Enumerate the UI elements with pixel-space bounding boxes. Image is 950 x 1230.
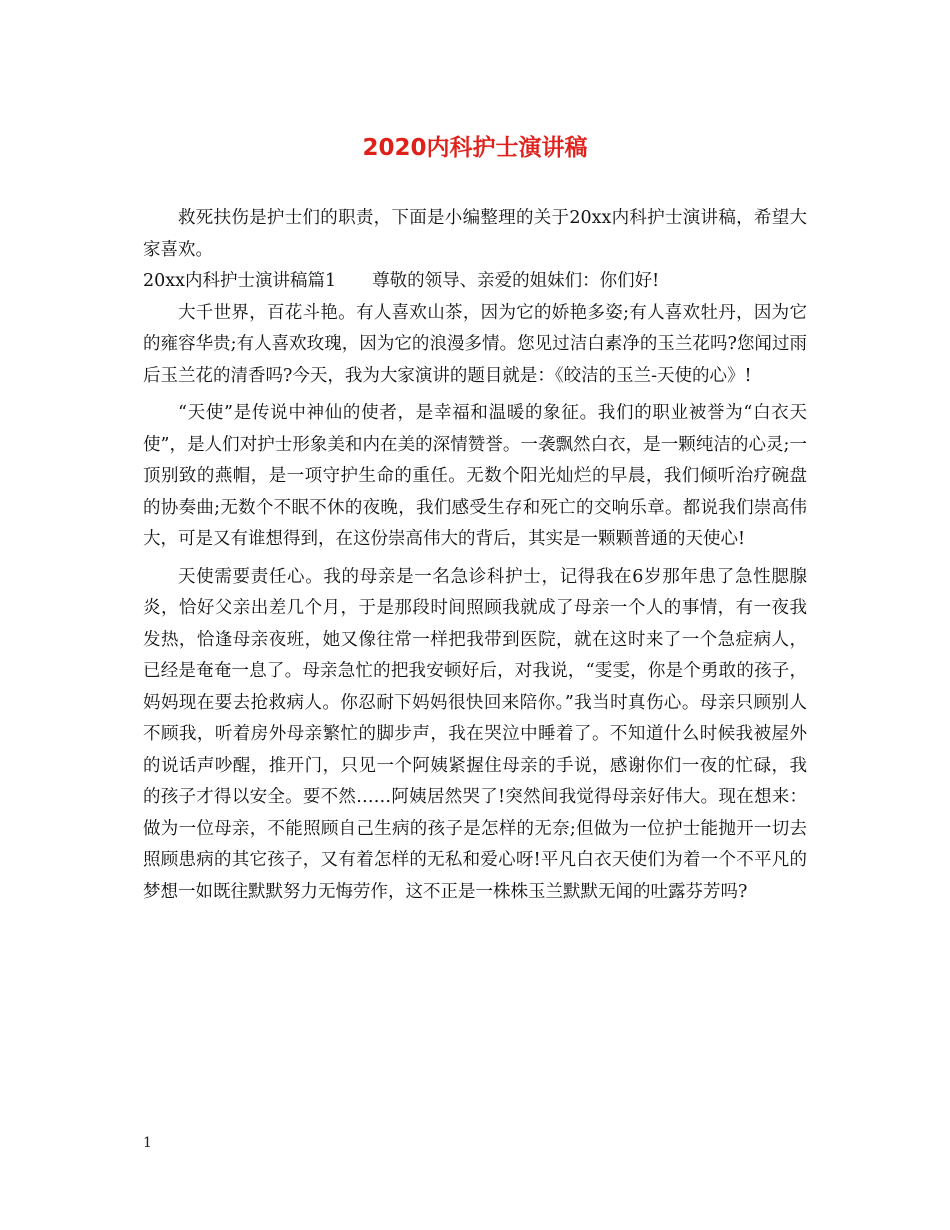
- page-number: 1: [143, 1135, 152, 1151]
- intro-paragraph: 救死扶伤是护士们的职责，下面是小编整理的关于20xx内科护士演讲稿，希望大家喜欢。: [143, 208, 807, 260]
- body-paragraph: 大千世界，百花斗艳。有人喜欢山茶，因为它的娇艳多姿;有人喜欢牡丹，因为它的雍容华贵;有人喜欢玫瑰，因为它的浪漫多情。您见过洁白素净的玉兰花吗?您闻过雨后玉兰花的清香吗?今天，我为大家演讲的题目就是：《皎洁的玉兰-天使的心》!: [143, 302, 807, 386]
- page-title: 2020内科护士演讲稿: [362, 135, 588, 161]
- document-body: [143, 203, 807, 908]
- section-heading-line: [143, 266, 807, 298]
- section-heading: 20xx内科护士演讲稿篇1: [143, 271, 337, 291]
- greeting: 尊敬的领导、亲爱的姐妹们：你们好!: [372, 271, 660, 291]
- body-paragraph: 天使需要责任心。我的母亲是一名急诊科护士，记得我在6岁那年患了急性腮腺炎，恰好父亲出差几个月，于是那段时间照顾我就成了母亲一个人的事情，有一夜我发热，恰逢母亲夜班，她又像往常一样把我带到医院，就在这时来了一个急症病人，已经是奄奄一息了。母亲急忙的把我安顿好后，对我说，“雯雯，你是个勇敢的孩子，妈妈现在要去抢救病人。你忍耐下妈妈很快回来陪你。”我当时真伤心。母亲只顾别人不顾我，听着房外母亲繁忙的脚步声，我在哭泣中睡着了。不知道什么时候我被屋外的说话声吵醒，推开门，只见一个阿姨紧握住母亲的手说，感谢你们一夜的忙碌，我的孩子才得以安全。要不然……阿姨居然哭了!突然间我觉得母亲好伟大。现在想来：做为一位母亲，不能照顾自己生病的孩子是怎样的无奈;但做为一位护士能抛开一切去照顾患病的其它孩子，又有着怎样的无私和爱心呀!平凡白衣天使们为着一个不平凡的梦想一如既往默默努力无悔劳作，这不正是一株株玉兰默默无闻的吐露芬芳吗?: [143, 566, 807, 902]
- body-paragraph: “天使”是传说中神仙的使者，是幸福和温暖的象征。我们的职业被誉为“白衣天使”，是人们对护士形象美和内在美的深情赞誉。一袭飘然白衣，是一颗纯洁的心灵;一顶别致的燕帽，是一项守护生命的重任。无数个阳光灿烂的早晨，我们倾听治疗碗盘的协奏曲;无数个不眠不休的夜晚，我们感受生存和死亡的交响乐章。都说我们崇高伟大，可是又有谁想得到，在这份崇高伟大的背后，其实是一颗颗普通的天使心!: [143, 403, 807, 549]
